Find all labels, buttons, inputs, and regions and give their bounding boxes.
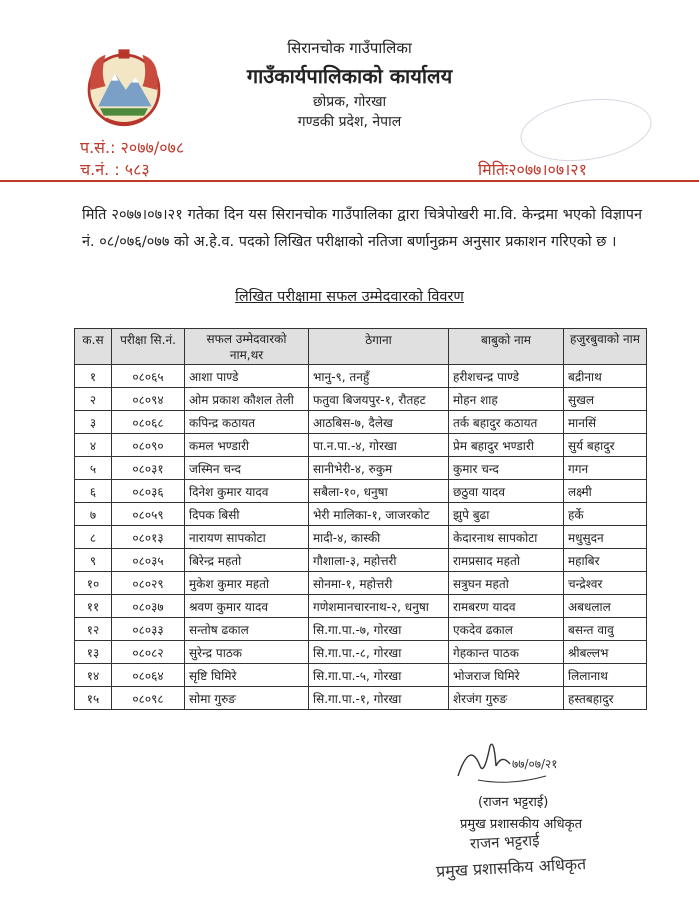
cell-name: सुरेन्द्र पाठक bbox=[185, 641, 309, 664]
cell-grandfather: मधुसुदन bbox=[564, 526, 647, 549]
cell-sn: ३ bbox=[75, 411, 112, 434]
cell-roll: ०८०९४ bbox=[112, 388, 185, 411]
cell-address: गणेशमानचारनाथ-२, धनुषा bbox=[309, 595, 449, 618]
table-row bbox=[75, 572, 647, 595]
stamp-name: राजन भट्टराई bbox=[469, 831, 540, 853]
header-divider bbox=[0, 180, 699, 182]
address-line-1: छोप्रक, गोरखा bbox=[312, 94, 387, 110]
table-header-row bbox=[75, 329, 647, 365]
signatory-title: प्रमुख प्रशासकीय अधिकृत bbox=[460, 817, 583, 832]
document-date: मितिः२०७७।०७।२१ bbox=[478, 160, 587, 179]
cell-sn: २ bbox=[75, 388, 112, 411]
cell-name: सन्तोष ढकाल bbox=[185, 618, 309, 641]
table-row bbox=[75, 365, 647, 388]
cell-name: जस्मिन चन्द bbox=[185, 457, 309, 480]
notice-paragraph: मिति २०७७।०७।२१ गतेका दिन यस सिरानचोक गाउँपालिका द्वारा चित्रेपोखरी मा.वि. केन्द्रमा भएको विज्ञापन नं. ०८/०७६/०७७ को अ.हे.व. पदको लिखित परीक्षाको नतिजा बर्णानुक्रम अनुसार प्रकाशन गरिएको छ । bbox=[82, 207, 642, 250]
cell-roll: ०८०९० bbox=[112, 434, 185, 457]
cell-sn: १० bbox=[75, 572, 112, 595]
cell-grandfather: गगन bbox=[564, 457, 647, 480]
column-header: हजुरबुवाको नाम bbox=[564, 329, 647, 365]
stamp-title: प्रमुख प्रशासकिय अधिकृत bbox=[435, 854, 587, 881]
cell-sn: ६ bbox=[75, 480, 112, 503]
table-title: लिखित परीक्षामा सफल उम्मेदवारको विवरण bbox=[235, 289, 464, 305]
cell-name: दिपक बिसी bbox=[185, 503, 309, 526]
cell-address: आठबिस-७, दैलेख bbox=[309, 411, 449, 434]
cell-roll: ०८०३३ bbox=[112, 618, 185, 641]
table-row bbox=[75, 388, 647, 411]
cell-name: बिरेन्द्र महतो bbox=[185, 549, 309, 572]
cell-address: गौशाला-३, महोत्तरी bbox=[309, 549, 449, 572]
table-row bbox=[75, 641, 647, 664]
cell-address: भेरी मालिका-१, जाजरकोट bbox=[309, 503, 449, 526]
cell-grandfather: चन्द्रेश्वर bbox=[564, 572, 647, 595]
cell-sn: ९ bbox=[75, 549, 112, 572]
cell-roll: ०८०८२ bbox=[112, 641, 185, 664]
table-row bbox=[75, 457, 647, 480]
cell-name: आशा पाण्डे bbox=[185, 365, 309, 388]
office-title: गाउँकार्यपालिकाको कार्यालय bbox=[246, 64, 453, 88]
cell-address: मादी-४, कास्की bbox=[309, 526, 449, 549]
cell-name: श्रवण कुमार यादव bbox=[185, 595, 309, 618]
cell-grandfather: लिलानाथ bbox=[564, 664, 647, 687]
cell-address: सि.गा.पा.-५, गोरखा bbox=[309, 664, 449, 687]
cell-sn: ५ bbox=[75, 457, 112, 480]
cell-roll: ०८०३१ bbox=[112, 457, 185, 480]
reference-number: प.सं.: २०७७/०७८ bbox=[80, 138, 185, 157]
cell-address: सि.गा.पा.-१, गोरखा bbox=[309, 687, 449, 710]
cell-father: छठुवा यादव bbox=[449, 480, 564, 503]
cell-sn: १ bbox=[75, 365, 112, 388]
cell-grandfather: बसन्त वावु bbox=[564, 618, 647, 641]
cell-roll: ०८०६८ bbox=[112, 411, 185, 434]
cell-sn: ७ bbox=[75, 503, 112, 526]
cell-name: नारायण सापकोटा bbox=[185, 526, 309, 549]
cell-name: कमल भण्डारी bbox=[185, 434, 309, 457]
cell-sn: १२ bbox=[75, 618, 112, 641]
cell-sn: ८ bbox=[75, 526, 112, 549]
handwritten-signature bbox=[450, 736, 590, 786]
signatory-name: (राजन भट्टराई) bbox=[478, 795, 549, 810]
cell-roll: ०८०५९ bbox=[112, 503, 185, 526]
table-row bbox=[75, 595, 647, 618]
signature-date: ७७/०७/२१ bbox=[512, 757, 558, 771]
cell-name: ओम प्रकाश कौशल तेली bbox=[185, 388, 309, 411]
cell-address: भानु-९, तनहुँ bbox=[309, 365, 449, 388]
table-row bbox=[75, 618, 647, 641]
table-row bbox=[75, 411, 647, 434]
cell-grandfather: हस्तबहादुर bbox=[564, 687, 647, 710]
cell-grandfather: महाबिर bbox=[564, 549, 647, 572]
cell-father: प्रेम बहादुर भण्डारी bbox=[449, 434, 564, 457]
cell-name: मुकेश कुमार महतो bbox=[185, 572, 309, 595]
column-header: क.स bbox=[75, 329, 112, 365]
address-line-2: गण्डकी प्रदेश, नेपाल bbox=[297, 114, 402, 130]
cell-grandfather: हर्के bbox=[564, 503, 647, 526]
cell-address: सि.गा.पा.-८, गोरखा bbox=[309, 641, 449, 664]
cell-grandfather: श्रीबल्लभ bbox=[564, 641, 647, 664]
table-row bbox=[75, 664, 647, 687]
cell-roll: ०८०६४ bbox=[112, 664, 185, 687]
cell-sn: १५ bbox=[75, 687, 112, 710]
cell-sn: ४ bbox=[75, 434, 112, 457]
cell-roll: ०८०६५ bbox=[112, 365, 185, 388]
cell-address: फतुवा बिजयपुर-१, रौतहट bbox=[309, 388, 449, 411]
column-header: ठेगाना bbox=[309, 329, 449, 365]
cell-address: सि.गा.पा.-७, गोरखा bbox=[309, 618, 449, 641]
cell-address: सोनमा-१, महोत्तरी bbox=[309, 572, 449, 595]
cell-roll: ०८०१३ bbox=[112, 526, 185, 549]
dispatch-number: च.नं. : ५८३ bbox=[80, 160, 150, 179]
results-table bbox=[74, 328, 647, 710]
cell-address: सबैला-१०, धनुषा bbox=[309, 480, 449, 503]
cell-father: गेहकान्त पाठक bbox=[449, 641, 564, 664]
cell-grandfather: मानसिं bbox=[564, 411, 647, 434]
column-header: परीक्षा सि.नं. bbox=[112, 329, 185, 365]
cell-grandfather: सुखल bbox=[564, 388, 647, 411]
cell-address: पा.न.पा.-४, गोरखा bbox=[309, 434, 449, 457]
cell-name: दिनेश कुमार यादव bbox=[185, 480, 309, 503]
cell-address: सानीभेरी-४, रुकुम bbox=[309, 457, 449, 480]
cell-father: झुपे बुढा bbox=[449, 503, 564, 526]
cell-roll: ०८०२९ bbox=[112, 572, 185, 595]
cell-roll: ०८०३५ bbox=[112, 549, 185, 572]
table-row bbox=[75, 503, 647, 526]
cell-roll: ०८०९८ bbox=[112, 687, 185, 710]
cell-father: तर्क बहादुर कठायत bbox=[449, 411, 564, 434]
cell-roll: ०८०३६ bbox=[112, 480, 185, 503]
table-row bbox=[75, 434, 647, 457]
cell-father: हरीशचन्द्र पाण्डे bbox=[449, 365, 564, 388]
cell-roll: ०८०३७ bbox=[112, 595, 185, 618]
column-header: बाबुको नाम bbox=[449, 329, 564, 365]
cell-grandfather: बद्रीनाथ bbox=[564, 365, 647, 388]
cell-father: कुमार चन्द bbox=[449, 457, 564, 480]
cell-father: भोजराज घिमिरे bbox=[449, 664, 564, 687]
cell-sn: १४ bbox=[75, 664, 112, 687]
cell-father: एकदेव ढकाल bbox=[449, 618, 564, 641]
table-row bbox=[75, 687, 647, 710]
cell-father: रामप्रसाद महतो bbox=[449, 549, 564, 572]
cell-father: केदारनाथ सापकोटा bbox=[449, 526, 564, 549]
cell-sn: ११ bbox=[75, 595, 112, 618]
cell-grandfather: सुर्य बहादुर bbox=[564, 434, 647, 457]
cell-grandfather: अबधलाल bbox=[564, 595, 647, 618]
cell-name: कपिन्द्र कठायत bbox=[185, 411, 309, 434]
cell-father: रामबरण यादव bbox=[449, 595, 564, 618]
cell-name: सोमा गुरुङ bbox=[185, 687, 309, 710]
column-header: सफल उम्मेदवारको नाम,थर bbox=[185, 329, 309, 365]
cell-father: मोहन शाह bbox=[449, 388, 564, 411]
cell-father: शेरजंग गुरुङ bbox=[449, 687, 564, 710]
table-row bbox=[75, 480, 647, 503]
cell-father: सत्रुघन महतो bbox=[449, 572, 564, 595]
table-row bbox=[75, 549, 647, 572]
cell-sn: १३ bbox=[75, 641, 112, 664]
table-row bbox=[75, 526, 647, 549]
cell-grandfather: लक्ष्मी bbox=[564, 480, 647, 503]
cell-name: सृष्टि घिमिरे bbox=[185, 664, 309, 687]
office-name: सिरानचोक गाउँपालिका bbox=[287, 39, 412, 57]
